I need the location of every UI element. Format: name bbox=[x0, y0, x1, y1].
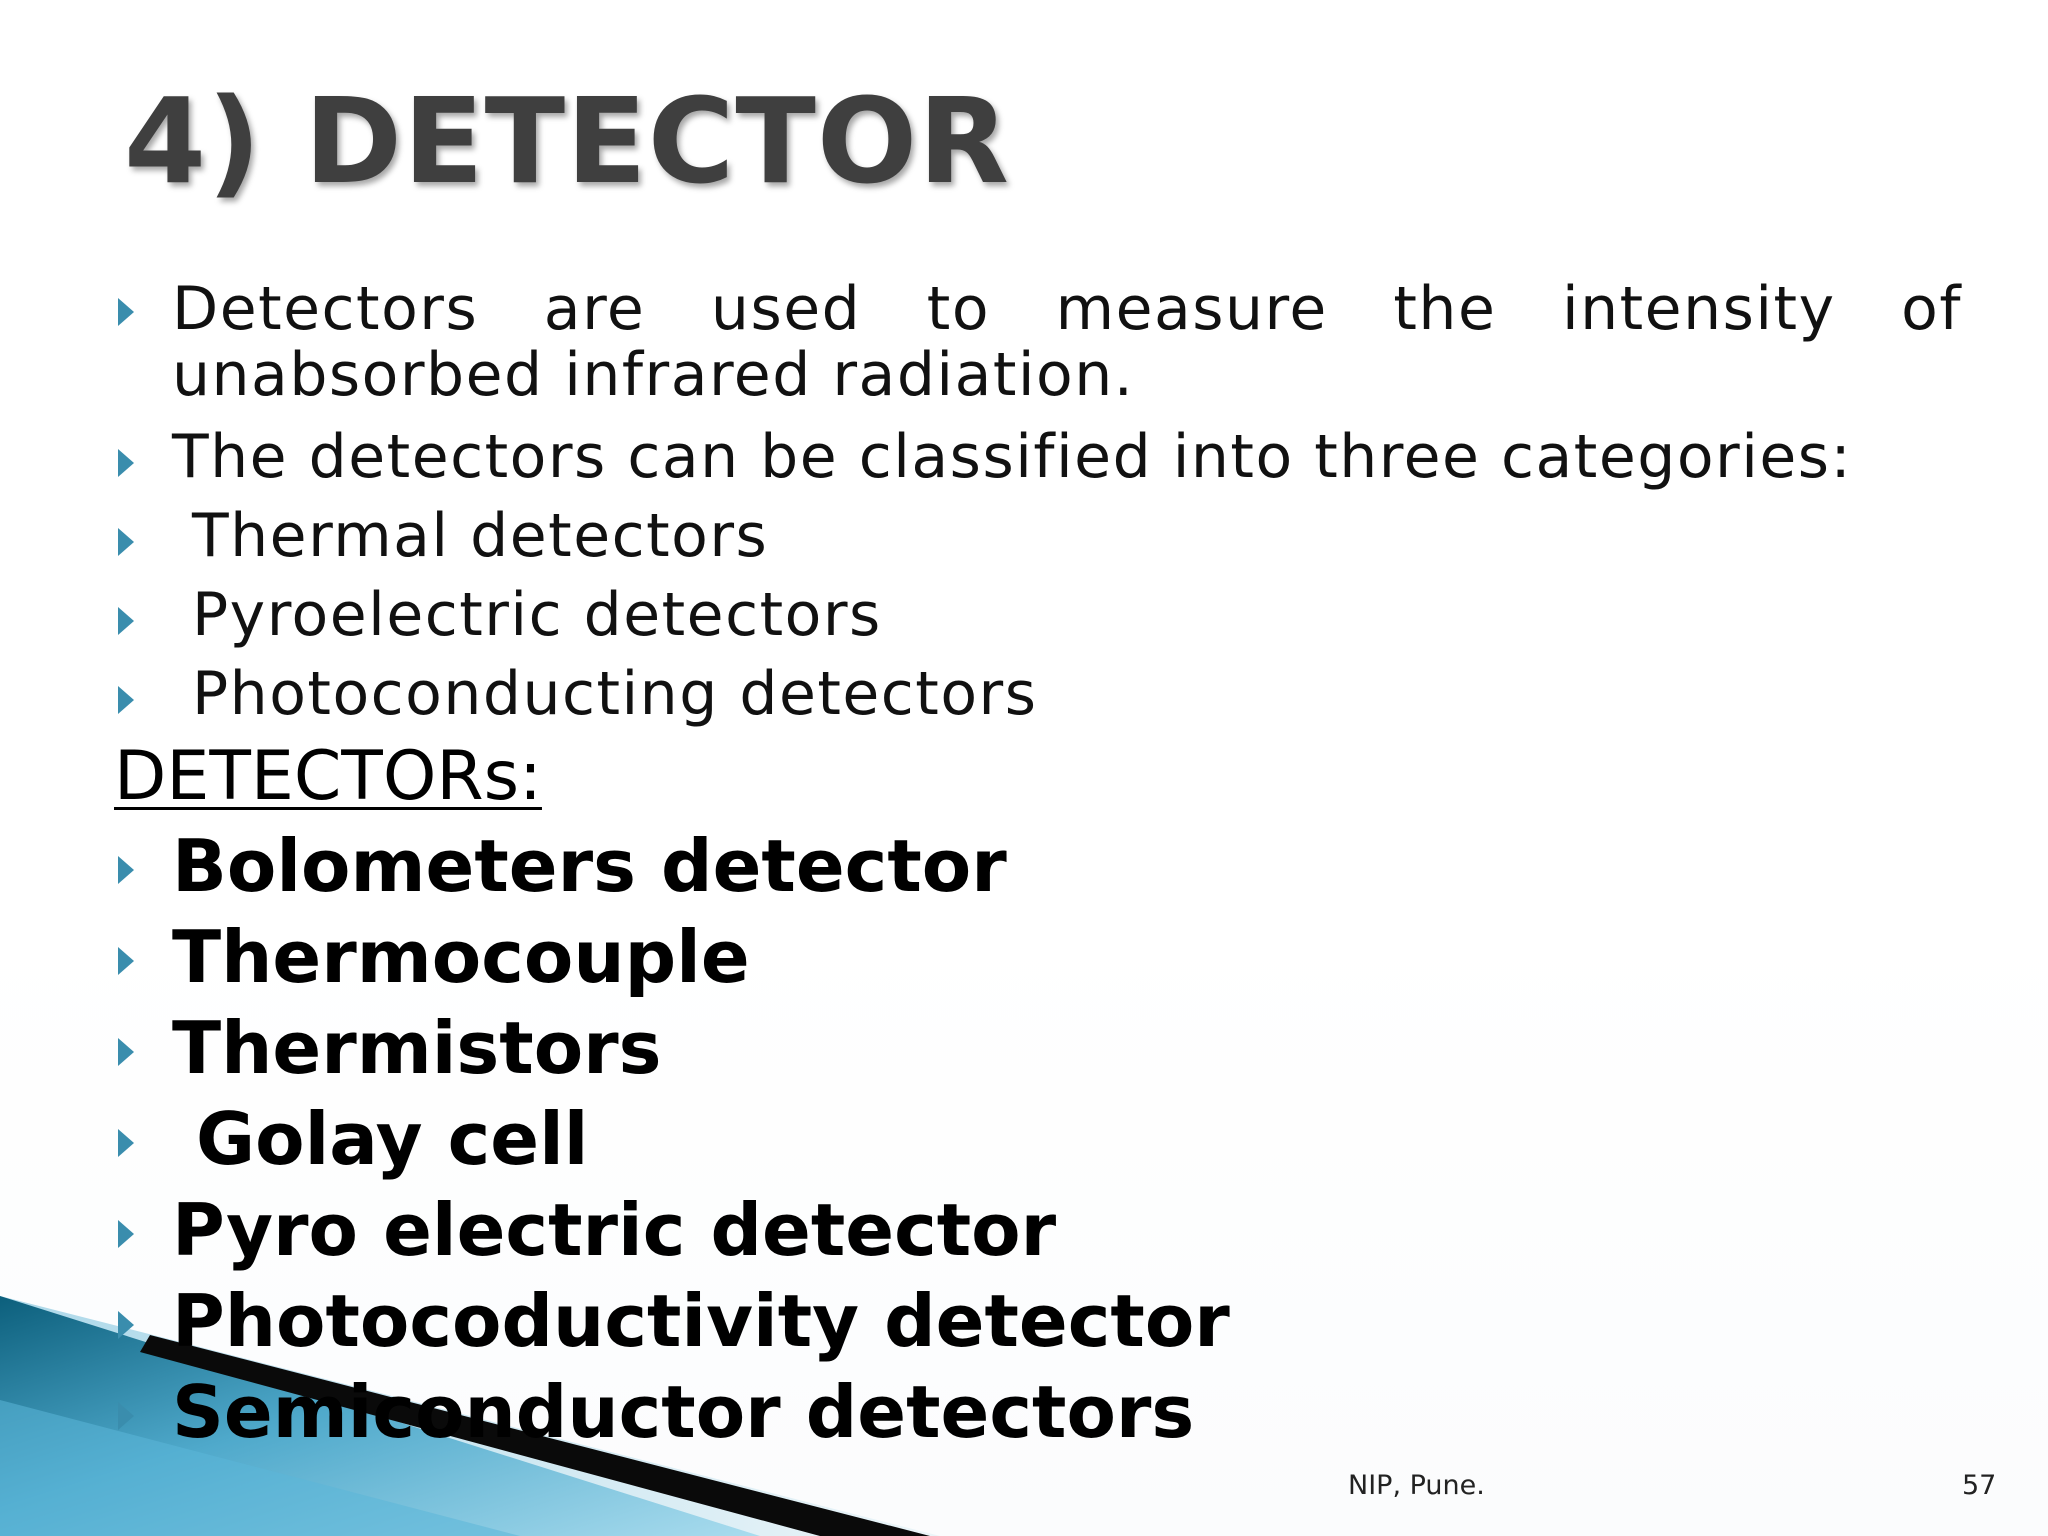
triangle-right-icon bbox=[118, 607, 134, 635]
triangle-right-icon bbox=[118, 686, 134, 714]
bullet-text bbox=[172, 276, 1962, 408]
triangle-right-icon bbox=[118, 449, 134, 477]
triangle-right-icon bbox=[118, 1129, 134, 1157]
bullet-text-line-1: Detectors are used to measure the intensity of bbox=[172, 274, 1962, 344]
detector-item: Photocoductivity detector bbox=[172, 1279, 1230, 1363]
slide-title: 4) DETECTOR bbox=[124, 72, 1011, 210]
detector-item: Semiconductor detectors bbox=[172, 1370, 1195, 1454]
triangle-right-icon bbox=[118, 298, 134, 326]
bullet-text: Pyroelectric detectors bbox=[192, 580, 882, 650]
triangle-right-icon bbox=[118, 528, 134, 556]
triangle-right-icon bbox=[118, 1311, 134, 1339]
triangle-right-icon bbox=[118, 1038, 134, 1066]
detector-item: Golay cell bbox=[196, 1097, 589, 1181]
detector-item: Thermistors bbox=[172, 1006, 662, 1090]
bullet-text: Thermal detectors bbox=[192, 501, 769, 571]
footer-source: NIP, Pune. bbox=[1348, 1470, 1485, 1501]
page-number: 57 bbox=[1962, 1470, 1997, 1501]
triangle-right-icon bbox=[118, 1402, 134, 1430]
bullet-text: The detectors can be classified into three categories: bbox=[172, 422, 1853, 492]
detector-item: Bolometers detector bbox=[172, 824, 1007, 908]
triangle-right-icon bbox=[118, 856, 134, 884]
bullet-text-line-2: unabsorbed infrared radiation. bbox=[172, 340, 1135, 410]
detector-item: Thermocouple bbox=[172, 915, 750, 999]
triangle-right-icon bbox=[118, 947, 134, 975]
detector-item: Pyro electric detector bbox=[172, 1188, 1057, 1272]
section-subheading: DETECTORs: bbox=[114, 737, 542, 816]
triangle-right-icon bbox=[118, 1220, 134, 1248]
bullet-text: Photoconducting detectors bbox=[192, 659, 1038, 729]
